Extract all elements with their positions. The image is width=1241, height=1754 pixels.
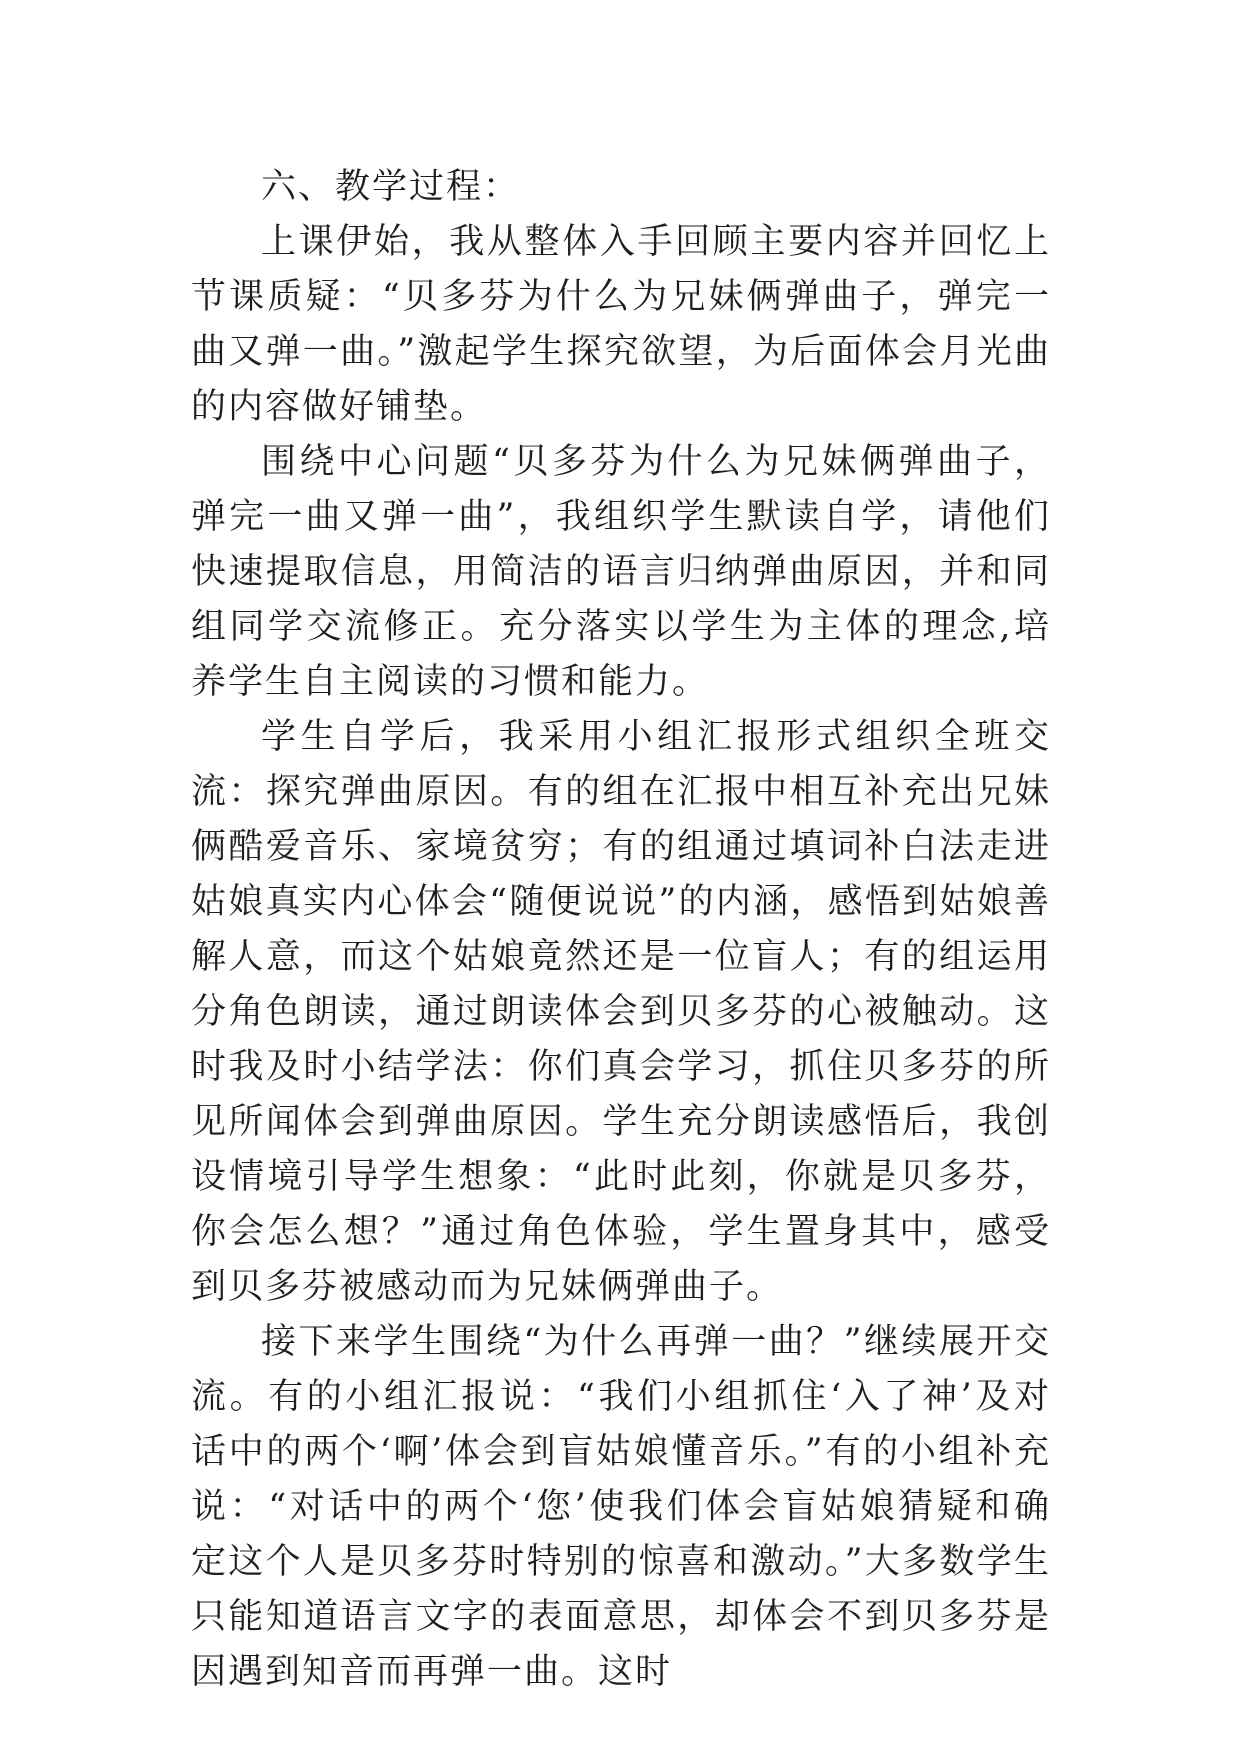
- paragraph-self-study: 围绕中心问题“贝多芬为什么为兄妹俩弹曲子，弹完一曲又弹一曲”，我组织学生默读自学，请他们快速提取信息，用简洁的语言归纳弹曲原因，并和同组同学交流修正。充分落实以学生为主体的理念,培养学生自主阅读的习惯和能力。: [191, 442, 1051, 702]
- section-heading: 六、教学过程：: [261, 167, 521, 207]
- paragraph-replay-discussion: 接下来学生围绕“为什么再弹一曲？”继续展开交流。有的小组汇报说：“我们小组抓住‘入了神’及对话中的两个‘啊’体会到盲姑娘懂音乐。”有的小组补充说：“对话中的两个‘您’使我们体会盲姑娘猜疑和确定这个人是贝多芬时特别的惊喜和激动。”大多数学生只能知道语言文字的表面意思，却体会不到贝多芬是因遇到知音而再弹一曲。这时: [191, 1322, 1051, 1692]
- paragraph-group-report: 学生自学后，我采用小组汇报形式组织全班交流：探究弹曲原因。有的组在汇报中相互补充出兄妹俩酷爱音乐、家境贫穷；有的组通过填词补白法走进姑娘真实内心体会“随便说说”的内涵，感悟到姑娘善解人意，而这个姑娘竟然还是一位盲人；有的组运用分角色朗读，通过朗读体会到贝多芬的心被触动。这时我及时小结学法：你们真会学习，抓住贝多芬的所见所闻体会到弹曲原因。学生充分朗读感悟后，我创设情境引导学生想象：“此时此刻，你就是贝多芬，你会怎么想？”通过角色体验，学生置身其中，感受到贝多芬被感动而为兄妹俩弹曲子。: [191, 717, 1051, 1307]
- paragraph-intro: 上课伊始，我从整体入手回顾主要内容并回忆上节课质疑：“贝多芬为什么为兄妹俩弹曲子，弹完一曲又弹一曲。”激起学生探究欲望，为后面体会月光曲的内容做好铺垫。: [191, 222, 1051, 427]
- document-body: [191, 160, 1051, 1700]
